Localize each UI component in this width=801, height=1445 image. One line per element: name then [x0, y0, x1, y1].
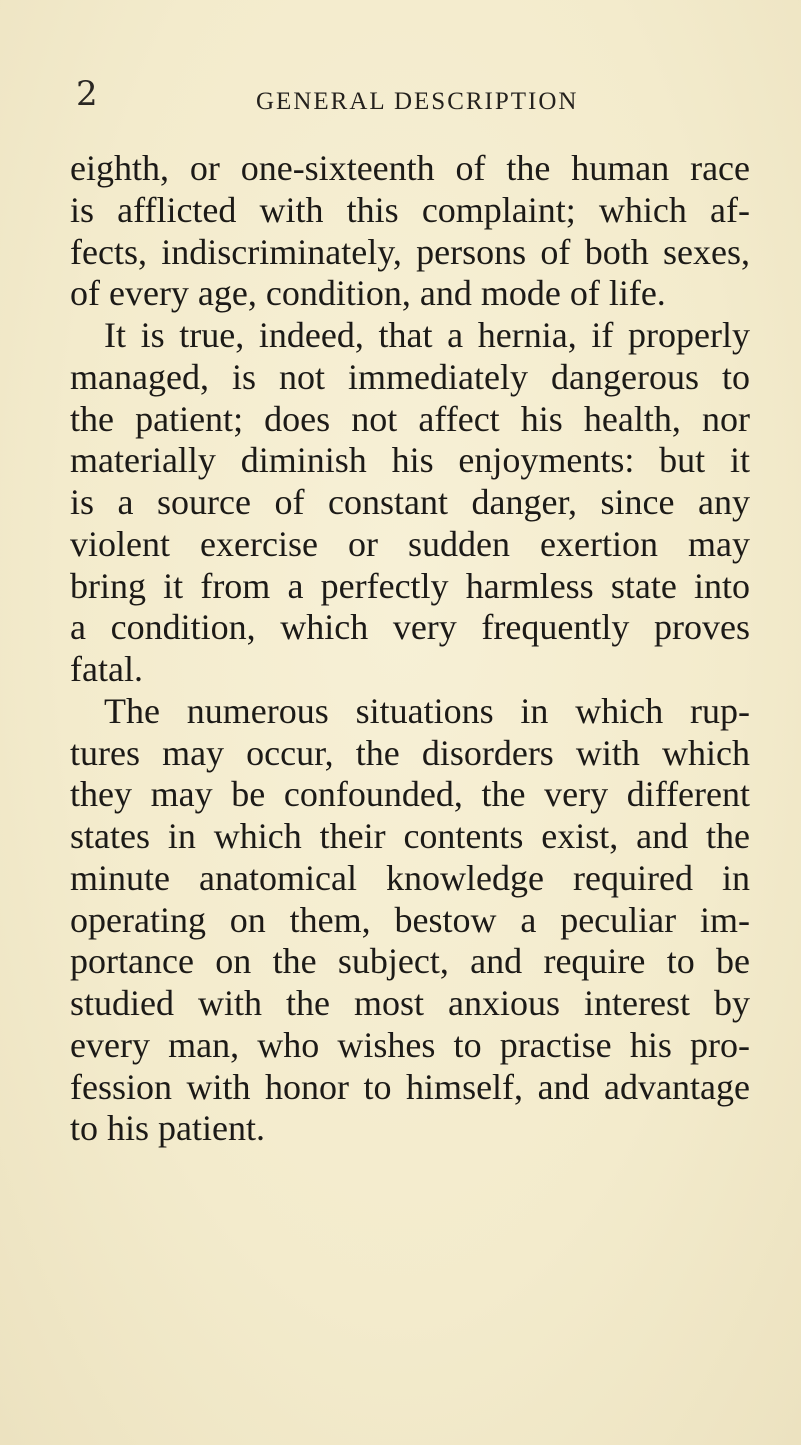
body-text: [70, 148, 750, 1150]
page-number: 2: [76, 74, 98, 114]
text-line: to his patient.: [70, 1108, 265, 1149]
text-line: eighth, or one-sixteenth of the human race: [70, 148, 751, 188]
text-line: states in which their contents exist, and the: [70, 816, 751, 856]
text-line: portance on the subject, and require to be: [70, 941, 751, 982]
paragraph-start-line: The numerous situations in which rup-: [104, 690, 751, 731]
text-line: the patient; does not affect his health, nor: [70, 398, 751, 439]
text-line: fession with honor to himself, and advantage: [70, 1066, 750, 1107]
running-head: GENERAL DESCRIPTION: [256, 88, 579, 115]
text-line: violent exercise or sudden exertion may: [70, 523, 751, 564]
text-line: of every age, condition, and mode of life.: [70, 273, 666, 314]
text-line: materially diminish his enjoyments: but it: [70, 440, 750, 481]
text-line: is a source of constant danger, since any: [70, 482, 750, 522]
text-line: managed, is not immediately dangerous to: [70, 356, 751, 397]
text-line: fects, indiscriminately, persons of both sexes,: [70, 231, 750, 272]
text-line: they may be confounded, the very different: [70, 774, 751, 815]
paragraph-start-line: It is true, indeed, that a hernia, if properly: [104, 315, 750, 355]
text-line: tures may occur, the disorders with which: [70, 732, 751, 773]
text-line: bring it from a perfectly harmless state into: [70, 565, 751, 606]
text-line: every man, who wishes to practise his pro-: [70, 1024, 750, 1065]
text-line: operating on them, bestow a peculiar im-: [70, 899, 750, 940]
text-line: fatal.: [70, 649, 143, 689]
text-line: minute anatomical knowledge required in: [70, 857, 751, 898]
text-line: studied with the most anxious interest by: [70, 983, 750, 1023]
text-line: a condition, which very frequently proves: [70, 607, 750, 648]
text-line: is afflicted with this complaint; which af-: [70, 189, 750, 230]
